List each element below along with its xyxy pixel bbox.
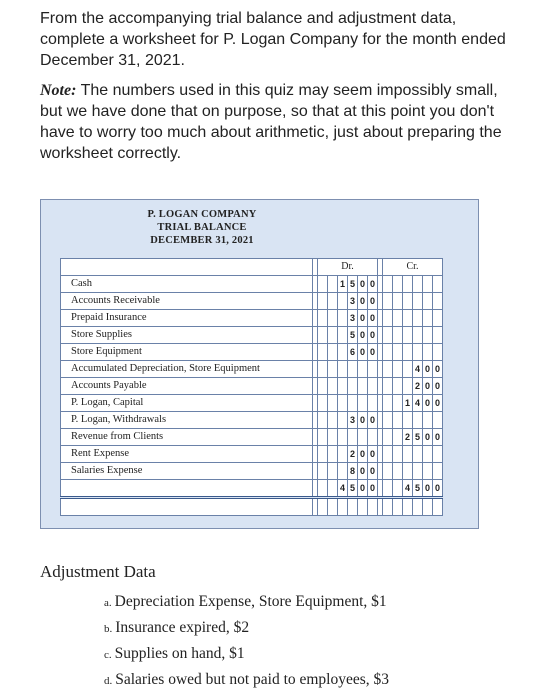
blank-cell <box>393 429 403 446</box>
credit-digit-cell <box>413 344 423 361</box>
adjustment-item <box>104 667 389 693</box>
adjustment-item <box>104 589 389 615</box>
debit-column-header: Dr. <box>318 259 378 276</box>
adjustment-text: Supplies on hand, $1 <box>114 645 245 662</box>
account-name: Store Equipment <box>61 344 313 361</box>
blank-cell <box>368 498 378 516</box>
table-row <box>61 395 443 412</box>
adjustment-title: Adjustment Data <box>40 562 156 581</box>
debit-digit-cell: 0 <box>368 463 378 480</box>
blank-cell <box>393 446 403 463</box>
blank-cell <box>338 498 348 516</box>
account-header-cell <box>61 259 313 276</box>
credit-digit-cell <box>423 276 433 293</box>
table-row <box>61 429 443 446</box>
debit-digit-cell: 0 <box>368 344 378 361</box>
table-row <box>61 293 443 310</box>
credit-digit-cell <box>403 293 413 310</box>
statement-title: TRIAL BALANCE <box>157 222 247 233</box>
credit-digit-cell <box>423 293 433 310</box>
credit-digit-cell <box>403 276 413 293</box>
debit-digit-cell <box>358 395 368 412</box>
blank-cell <box>318 412 328 429</box>
trial-balance-table <box>60 258 443 516</box>
blank-cell <box>318 446 328 463</box>
blank-cell <box>318 429 328 446</box>
blank-cell <box>383 446 393 463</box>
table-row <box>61 327 443 344</box>
debit-digit-cell <box>348 429 358 446</box>
debit-digit-cell <box>348 395 358 412</box>
debit-digit-cell: 0 <box>358 446 368 463</box>
credit-digit-cell: 0 <box>423 429 433 446</box>
debit-digit-cell: 0 <box>368 446 378 463</box>
account-name: P. Logan, Capital <box>61 395 313 412</box>
credit-digit-cell: 5 <box>413 429 423 446</box>
credit-digit-cell: 0 <box>433 378 443 395</box>
note-text <box>40 80 510 164</box>
blank-cell <box>318 361 328 378</box>
debit-digit-cell <box>368 429 378 446</box>
debit-digit-cell <box>368 378 378 395</box>
adjustment-item <box>104 615 389 641</box>
credit-digit-cell <box>433 412 443 429</box>
account-name: Prepaid Insurance <box>61 310 313 327</box>
credit-digit-cell <box>413 463 423 480</box>
blank-cell <box>393 327 403 344</box>
totals-row <box>61 480 443 498</box>
debit-digit-cell: 0 <box>358 344 368 361</box>
note-body: The numbers used in this quiz may seem impossibly small, but we have done that on purpose, so that at this point you don't have to worry too much about arithmetic, just about preparing the worksheet correctly. <box>40 82 502 162</box>
credit-total-digit-cell: 5 <box>413 480 423 498</box>
trial-balance <box>40 199 479 529</box>
credit-digit-cell <box>423 344 433 361</box>
debit-digit-cell <box>358 361 368 378</box>
adjustment-letter: b. <box>104 623 113 635</box>
credit-digit-cell <box>433 276 443 293</box>
blank-cell <box>328 446 338 463</box>
credit-digit-cell <box>403 344 413 361</box>
account-name: Rent Expense <box>61 446 313 463</box>
debit-digit-cell: 0 <box>358 293 368 310</box>
account-name: Salaries Expense <box>61 463 313 480</box>
debit-digit-cell: 0 <box>368 327 378 344</box>
credit-total-digit-cell: 0 <box>433 480 443 498</box>
debit-digit-cell <box>358 378 368 395</box>
debit-digit-cell <box>338 446 348 463</box>
credit-digit-cell: 1 <box>403 395 413 412</box>
debit-digit-cell: 3 <box>348 293 358 310</box>
debit-digit-cell: 0 <box>358 327 368 344</box>
credit-digit-cell: 2 <box>413 378 423 395</box>
credit-digit-cell <box>403 378 413 395</box>
blank-cell <box>318 293 328 310</box>
blank-cell <box>318 310 328 327</box>
blank-row <box>61 498 443 516</box>
adjustment-text: Insurance expired, $2 <box>115 619 250 636</box>
credit-digit-cell <box>413 276 423 293</box>
credit-digit-cell <box>433 310 443 327</box>
blank-cell <box>318 378 328 395</box>
blank-cell <box>383 480 393 498</box>
blank-cell <box>413 498 423 516</box>
table-row <box>61 378 443 395</box>
debit-total-digit-cell: 0 <box>368 480 378 498</box>
blank-cell <box>383 310 393 327</box>
debit-digit-cell <box>338 429 348 446</box>
column-header-row <box>61 259 443 276</box>
credit-digit-cell: 0 <box>433 361 443 378</box>
credit-digit-cell <box>403 463 413 480</box>
credit-digit-cell <box>403 310 413 327</box>
blank-cell <box>403 498 413 516</box>
table-row <box>61 361 443 378</box>
credit-total-digit-cell: 4 <box>403 480 413 498</box>
blank-cell <box>318 498 328 516</box>
blank-cell <box>328 480 338 498</box>
company-name: P. LOGAN COMPANY <box>147 209 257 220</box>
credit-digit-cell <box>423 463 433 480</box>
question-text: From the accompanying trial balance and adjustment data, complete a worksheet for P. Logan Company for the month ended December 31, 2021. <box>40 10 506 69</box>
blank-cell <box>348 498 358 516</box>
credit-digit-cell <box>403 361 413 378</box>
blank-cell <box>328 378 338 395</box>
blank-cell <box>318 480 328 498</box>
credit-digit-cell <box>423 412 433 429</box>
credit-digit-cell <box>413 446 423 463</box>
debit-digit-cell: 5 <box>348 276 358 293</box>
debit-digit-cell <box>368 361 378 378</box>
credit-digit-cell <box>423 327 433 344</box>
account-name: Revenue from Clients <box>61 429 313 446</box>
credit-digit-cell <box>433 293 443 310</box>
blank-cell <box>328 276 338 293</box>
debit-digit-cell: 0 <box>368 310 378 327</box>
debit-digit-cell: 0 <box>358 310 368 327</box>
account-name: Accumulated Depreciation, Store Equipment <box>61 361 313 378</box>
credit-digit-cell <box>433 463 443 480</box>
adjustment-letter: a. <box>104 597 112 609</box>
adjustment-text: Depreciation Expense, Store Equipment, $1 <box>114 593 387 610</box>
blank-cell <box>328 293 338 310</box>
credit-digit-cell: 0 <box>423 395 433 412</box>
blank-cell <box>433 498 443 516</box>
credit-digit-cell <box>433 344 443 361</box>
credit-digit-cell <box>433 327 443 344</box>
blank-cell <box>383 361 393 378</box>
debit-total-digit-cell: 0 <box>358 480 368 498</box>
blank-cell <box>318 463 328 480</box>
credit-digit-cell: 0 <box>433 395 443 412</box>
credit-digit-cell <box>403 412 413 429</box>
blank-cell <box>393 412 403 429</box>
account-name: Store Supplies <box>61 327 313 344</box>
blank-cell <box>383 498 393 516</box>
debit-digit-cell <box>338 378 348 395</box>
credit-digit-cell: 0 <box>423 378 433 395</box>
credit-digit-cell: 0 <box>433 429 443 446</box>
blank-cell <box>393 276 403 293</box>
debit-digit-cell <box>338 327 348 344</box>
adjustment-letter: d. <box>104 675 113 687</box>
debit-digit-cell: 0 <box>368 412 378 429</box>
blank-cell <box>328 463 338 480</box>
blank-cell <box>383 412 393 429</box>
debit-digit-cell: 2 <box>348 446 358 463</box>
debit-digit-cell: 0 <box>358 412 368 429</box>
credit-digit-cell: 4 <box>413 361 423 378</box>
blank-cell <box>318 276 328 293</box>
blank-cell <box>318 327 328 344</box>
blank-cell <box>383 344 393 361</box>
blank-cell <box>393 344 403 361</box>
table-row <box>61 310 443 327</box>
credit-column-header: Cr. <box>383 259 443 276</box>
credit-total-digit-cell: 0 <box>423 480 433 498</box>
blank-cell <box>393 310 403 327</box>
note-label: Note: <box>40 82 77 99</box>
credit-digit-cell <box>413 412 423 429</box>
blank-cell <box>423 498 433 516</box>
blank-cell <box>393 498 403 516</box>
blank-cell <box>393 480 403 498</box>
credit-digit-cell <box>413 327 423 344</box>
debit-digit-cell <box>338 463 348 480</box>
debit-digit-cell <box>338 293 348 310</box>
blank-cell <box>328 498 338 516</box>
trial-balance-header <box>41 208 481 247</box>
blank-cell <box>383 395 393 412</box>
credit-digit-cell: 2 <box>403 429 413 446</box>
debit-digit-cell <box>338 361 348 378</box>
debit-digit-cell: 0 <box>358 276 368 293</box>
blank-cell <box>393 395 403 412</box>
blank-cell <box>393 361 403 378</box>
credit-digit-cell: 4 <box>413 395 423 412</box>
table-row <box>61 463 443 480</box>
adjustment-item <box>104 641 389 667</box>
blank-cell <box>383 429 393 446</box>
account-name: Accounts Receivable <box>61 293 313 310</box>
adjustment-text: Salaries owed but not paid to employees, $3 <box>115 671 390 688</box>
debit-digit-cell <box>348 361 358 378</box>
blank-cell <box>328 395 338 412</box>
debit-digit-cell: 3 <box>348 310 358 327</box>
blank-cell <box>318 395 328 412</box>
blank-cell <box>328 412 338 429</box>
debit-digit-cell <box>348 378 358 395</box>
debit-digit-cell: 5 <box>348 327 358 344</box>
credit-digit-cell <box>403 446 413 463</box>
blank-cell <box>393 378 403 395</box>
blank-cell <box>318 344 328 361</box>
debit-total-digit-cell: 5 <box>348 480 358 498</box>
credit-digit-cell <box>403 327 413 344</box>
blank-cell <box>383 293 393 310</box>
debit-digit-cell <box>338 344 348 361</box>
account-name: Accounts Payable <box>61 378 313 395</box>
debit-digit-cell <box>358 429 368 446</box>
blank-cell <box>328 361 338 378</box>
debit-digit-cell: 3 <box>348 412 358 429</box>
blank-cell <box>328 429 338 446</box>
table-row <box>61 344 443 361</box>
blank-cell <box>393 463 403 480</box>
debit-digit-cell <box>338 412 348 429</box>
debit-digit-cell <box>338 310 348 327</box>
table-row <box>61 276 443 293</box>
adjustment-letter: c. <box>104 649 112 661</box>
debit-total-digit-cell: 4 <box>338 480 348 498</box>
account-name: Cash <box>61 276 313 293</box>
debit-digit-cell: 0 <box>368 293 378 310</box>
debit-digit-cell <box>368 395 378 412</box>
blank-cell <box>393 293 403 310</box>
account-name: P. Logan, Withdrawals <box>61 412 313 429</box>
blank-cell <box>61 498 313 516</box>
credit-digit-cell <box>413 310 423 327</box>
credit-digit-cell <box>413 293 423 310</box>
blank-cell <box>328 327 338 344</box>
debit-digit-cell: 0 <box>358 463 368 480</box>
credit-digit-cell <box>433 446 443 463</box>
blank-cell <box>383 463 393 480</box>
blank-cell <box>383 378 393 395</box>
statement-date: DECEMBER 31, 2021 <box>150 235 254 246</box>
debit-digit-cell: 8 <box>348 463 358 480</box>
table-row <box>61 412 443 429</box>
debit-digit-cell: 0 <box>368 276 378 293</box>
blank-cell <box>383 276 393 293</box>
debit-digit-cell: 6 <box>348 344 358 361</box>
adjustment-list <box>104 589 389 693</box>
debit-digit-cell: 1 <box>338 276 348 293</box>
blank-cell <box>328 310 338 327</box>
blank-cell <box>328 344 338 361</box>
debit-digit-cell <box>338 395 348 412</box>
table-row <box>61 446 443 463</box>
credit-digit-cell: 0 <box>423 361 433 378</box>
blank-cell <box>383 327 393 344</box>
credit-digit-cell <box>423 446 433 463</box>
totals-label-cell <box>61 480 313 498</box>
credit-digit-cell <box>423 310 433 327</box>
blank-cell <box>358 498 368 516</box>
